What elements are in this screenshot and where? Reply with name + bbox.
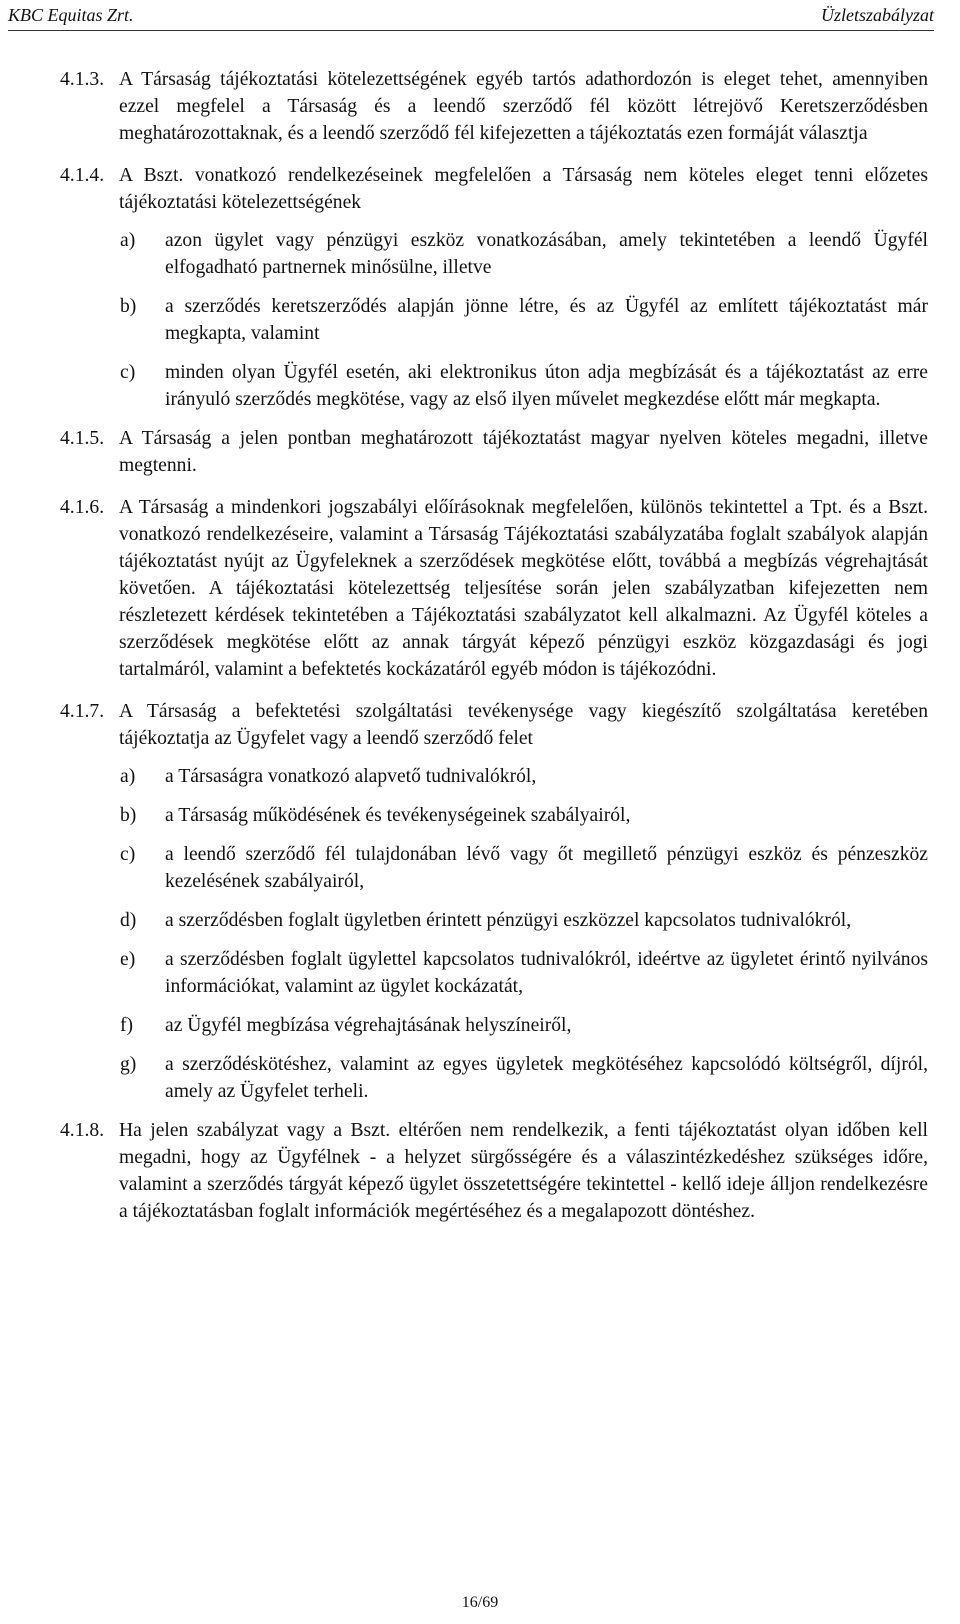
section-text: A Társaság a mindenkori jogszabályi előírásoknak megfelelően, különös tekintettel a Tpt. és a Bszt. vonatkozó rendelkezéseire, valamint a Társaság Tájékoztatási szabályzatába foglalt szabályok alapján tájékoztatást nyújt az Ügyfeleknek a szerződések megkötése előtt, továbbá a megbízás végrehajtását követően. A tájékoztatási kötelezettség teljesítése során jelen szabályzatban kifejezetten nem részletezett kérdések tekintetében a Tájékoztatási szabályzatot kell alkalmazni. Az Ügyfél köteles a szerződések megkötése előtt az annak tárgyát képező pénzügyi eszköz közgazdasági és jogi tartalmáról, valamint a befektetés kockázatáról egyéb módon is tájékozódni. xyxy=(119,497,928,680)
section-4-1-4-list xyxy=(60,227,928,413)
header-company: KBC Equitas Zrt. xyxy=(8,5,134,25)
section-text: A Társaság a befektetési szolgáltatási tevékenysége vagy kiegészítő szolgáltatása keretében tájékoztatja az Ügyfelet vagy a leendő szerződő felet xyxy=(119,701,928,749)
section-number: 4.1.3. xyxy=(60,69,105,90)
list-item-letter: a) xyxy=(120,230,136,251)
section-number: 4.1.8. xyxy=(60,1120,105,1141)
list-item xyxy=(60,907,928,934)
list-item xyxy=(60,227,928,281)
list-item xyxy=(60,359,928,413)
section-4-1-7-list xyxy=(60,763,928,1105)
section-4-1-4 xyxy=(60,162,928,216)
list-item xyxy=(60,763,928,790)
list-item-letter: c) xyxy=(120,844,136,865)
list-item-letter: a) xyxy=(120,766,136,787)
list-item-text: a szerződésben foglalt ügyletben érintett pénzügyi eszközzel kapcsolatos tudnivalókról, xyxy=(165,910,852,931)
list-item xyxy=(60,802,928,829)
list-item-text: az Ügyfél megbízása végrehajtásának helyszíneiről, xyxy=(165,1015,572,1036)
section-number: 4.1.4. xyxy=(60,165,105,186)
list-item-letter: b) xyxy=(120,296,137,317)
list-item-letter: e) xyxy=(120,949,136,970)
section-4-1-3 xyxy=(60,66,928,147)
list-item-letter: d) xyxy=(120,910,137,931)
section-text: Ha jelen szabályzat vagy a Bszt. eltérően nem rendelkezik, a fenti tájékoztatást olyan időben kell megadni, hogy az Ügyfélnek - a helyzet sürgősségére és a válaszintézkedéshez szükséges időre, valamint a szerződés tárgyát képező ügylet összetettségére tekintettel - kellő ideje álljon rendelkezésre a tájékoztatásban foglalt információk megértéséhez és a megalapozott döntéshez. xyxy=(119,1120,928,1222)
list-item-text: minden olyan Ügyfél esetén, aki elektronikus úton adja megbízását és a tájékoztatást az erre irányuló szerződés megkötése, vagy az első ilyen művelet megkezdése előtt már megkapta. xyxy=(165,362,928,410)
list-item-letter: g) xyxy=(120,1054,137,1075)
section-number: 4.1.7. xyxy=(60,701,105,722)
section-4-1-8 xyxy=(60,1117,928,1225)
list-item xyxy=(60,1012,928,1039)
list-item xyxy=(60,946,928,1000)
list-item xyxy=(60,841,928,895)
section-number: 4.1.5. xyxy=(60,428,105,449)
list-item-text: a szerződésben foglalt ügylettel kapcsolatos tudnivalókról, ideértve az ügyletet érintő nyilvános információkat, valamint az ügylet kockázatát, xyxy=(165,949,928,997)
list-item-letter: f) xyxy=(120,1015,134,1036)
page-header xyxy=(8,2,934,31)
list-item-letter: c) xyxy=(120,362,136,383)
list-item-text: a Társaságra vonatkozó alapvető tudnivalókról, xyxy=(165,766,537,787)
document-body xyxy=(60,66,928,1225)
section-4-1-5 xyxy=(60,425,928,479)
section-text: A Társaság a jelen pontban meghatározott tájékoztatást magyar nyelven köteles megadni, illetve megtenni. xyxy=(119,428,928,476)
section-4-1-7 xyxy=(60,698,928,752)
section-text: A Társaság tájékoztatási kötelezettségének egyéb tartós adathordozón is eleget tehet, amennyiben ezzel megfelel a Társaság és a leendő szerződő fél között létrejövő Keretszerződésben meghatározottaknak, és a leendő szerződő fél kifejezetten a tájékoztatás ezen formáját választja xyxy=(119,69,928,144)
list-item-text: azon ügylet vagy pénzügyi eszköz vonatkozásában, amely tekintetében a leendő Ügyfél elfogadható partnernek minősülne, illetve xyxy=(165,230,928,278)
list-item xyxy=(60,293,928,347)
header-document-title: Üzletszabályzat xyxy=(820,5,934,25)
page-number: 16/69 xyxy=(461,1594,499,1611)
section-4-1-6 xyxy=(60,494,928,683)
list-item-text: a leendő szerződő fél tulajdonában lévő vagy őt megillető pénzügyi eszköz és pénzeszköz kezelésének szabályairól, xyxy=(165,844,928,892)
section-number: 4.1.6. xyxy=(60,497,105,518)
list-item-text: a szerződés keretszerződés alapján jönne létre, és az Ügyfél az említett tájékoztatást már megkapta, valamint xyxy=(165,296,928,344)
list-item xyxy=(60,1051,928,1105)
list-item-text: a szerződéskötéshez, valamint az egyes ügyletek megkötéséhez kapcsolódó költségről, díjról, amely az Ügyfelet terheli. xyxy=(165,1054,928,1102)
section-text: A Bszt. vonatkozó rendelkezéseinek megfelelően a Társaság nem köteles eleget tenni előzetes tájékoztatási kötelezettségének xyxy=(119,165,928,213)
list-item-letter: b) xyxy=(120,805,137,826)
list-item-text: a Társaság működésének és tevékenységeinek szabályairól, xyxy=(165,805,631,826)
